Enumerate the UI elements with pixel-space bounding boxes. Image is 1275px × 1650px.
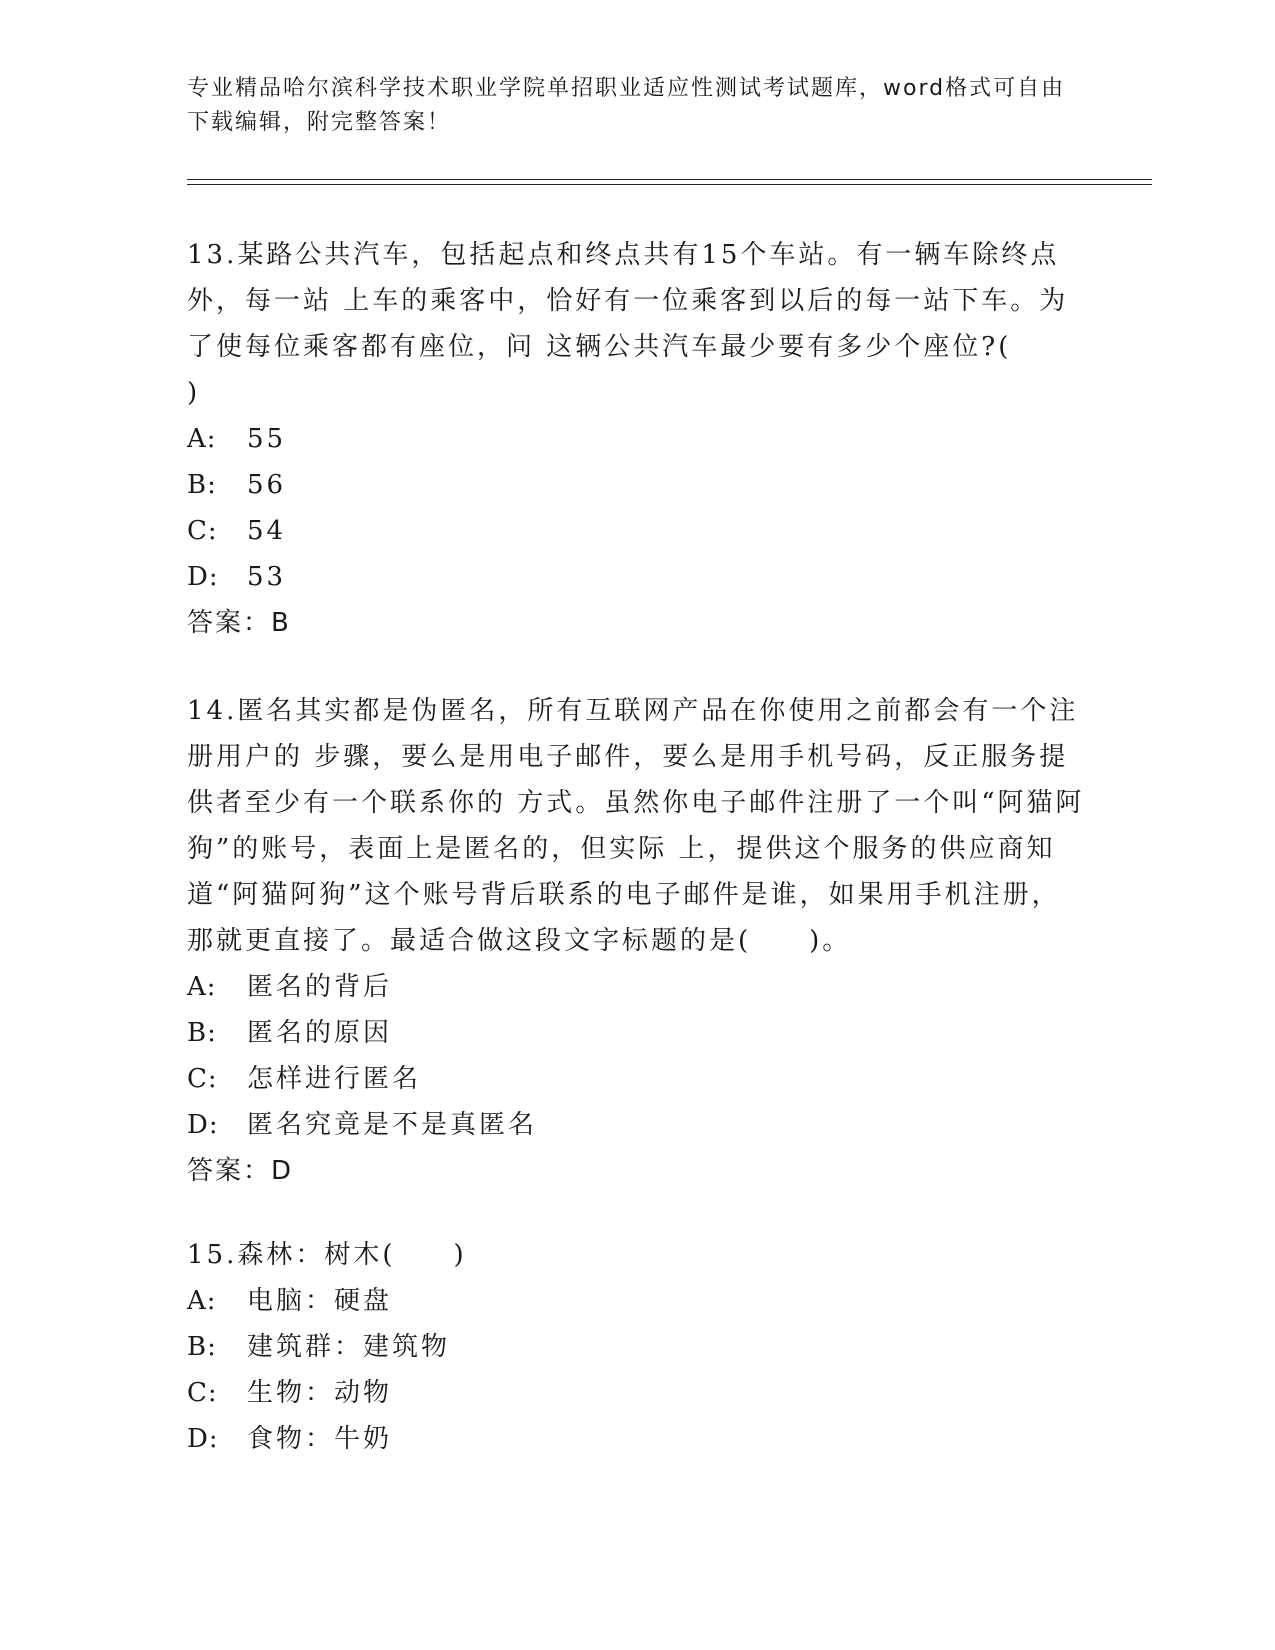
answer-line: 答案：D [187, 1156, 294, 1186]
option-letter: A: [187, 972, 217, 1002]
option-letter: A: [187, 424, 217, 454]
question-15 [187, 1232, 1087, 1462]
option-text: 食物：牛奶 [247, 1424, 393, 1454]
option-letter: B: [187, 1332, 217, 1362]
option-letter: B: [187, 470, 217, 500]
option-b [187, 1010, 1087, 1056]
question-14 [187, 688, 1087, 1194]
option-c [187, 508, 1087, 554]
option-text: 生物：动物 [247, 1378, 393, 1408]
option-letter: D: [187, 1110, 219, 1140]
option-text: 53 [247, 562, 287, 592]
option-text: 匿名的原因 [247, 1018, 393, 1048]
question-13 [187, 232, 1087, 646]
question-stem: 14.匿名其实都是伪匿名，所有互联网产品在你使用之前都会有一个注册用户的 步骤，要么是用电子邮件，要么是用手机号码，反正服务提供者至少有一个联系你的 方式。虽然你电子邮件注册了一个叫“阿猫阿狗”的账号，表面上是匿名的，但实际 上，提供这个服务的供应商知道“阿猫阿狗”这个账号背后联系的电子邮件是谁，如果用手机注册，那就更直接了。最适合做这段文字标题的是( )。 [187, 696, 1085, 956]
option-text: 54 [247, 516, 287, 546]
option-text: 匿名究竟是不是真匿名 [247, 1110, 538, 1140]
option-a [187, 416, 1087, 462]
option-text: 电脑：硬盘 [247, 1286, 393, 1316]
option-d [187, 1102, 1087, 1148]
option-letter: D: [187, 1424, 219, 1454]
option-b [187, 1324, 1087, 1370]
option-text: 建筑群：建筑物 [247, 1332, 451, 1362]
option-letter: D: [187, 562, 219, 592]
option-letter: B: [187, 1018, 217, 1048]
option-a [187, 1278, 1087, 1324]
header-divider-bottom [187, 184, 1152, 185]
option-c [187, 1056, 1087, 1102]
option-d [187, 554, 1087, 600]
option-text: 56 [247, 470, 287, 500]
option-c [187, 1370, 1087, 1416]
question-stem: 15.森林：树木( ) [187, 1240, 467, 1270]
option-text: 匿名的背后 [247, 972, 393, 1002]
option-b [187, 462, 1087, 508]
header-divider-top [187, 179, 1152, 180]
option-a [187, 964, 1087, 1010]
option-text: 55 [247, 424, 287, 454]
option-text: 怎样进行匿名 [247, 1064, 422, 1094]
option-letter: C: [187, 516, 218, 546]
question-stem: 13.某路公共汽车，包括起点和终点共有15个车站。有一辆车除终点外，每一站 上车的乘客中，恰好有一位乘客到以后的每一站下车。为了使每位乘客都有座位，问 这辆公共汽车最少要有多少个座位?( ) [187, 240, 1069, 408]
option-letter: C: [187, 1064, 218, 1094]
option-letter: C: [187, 1378, 218, 1408]
option-letter: A: [187, 1286, 217, 1316]
answer-line: 答案：B [187, 608, 291, 638]
option-d [187, 1416, 1087, 1462]
document-header: 专业精品哈尔滨科学技术职业学院单招职业适应性测试考试题库，word格式可自由下载编辑，附完整答案！ [187, 76, 1066, 135]
